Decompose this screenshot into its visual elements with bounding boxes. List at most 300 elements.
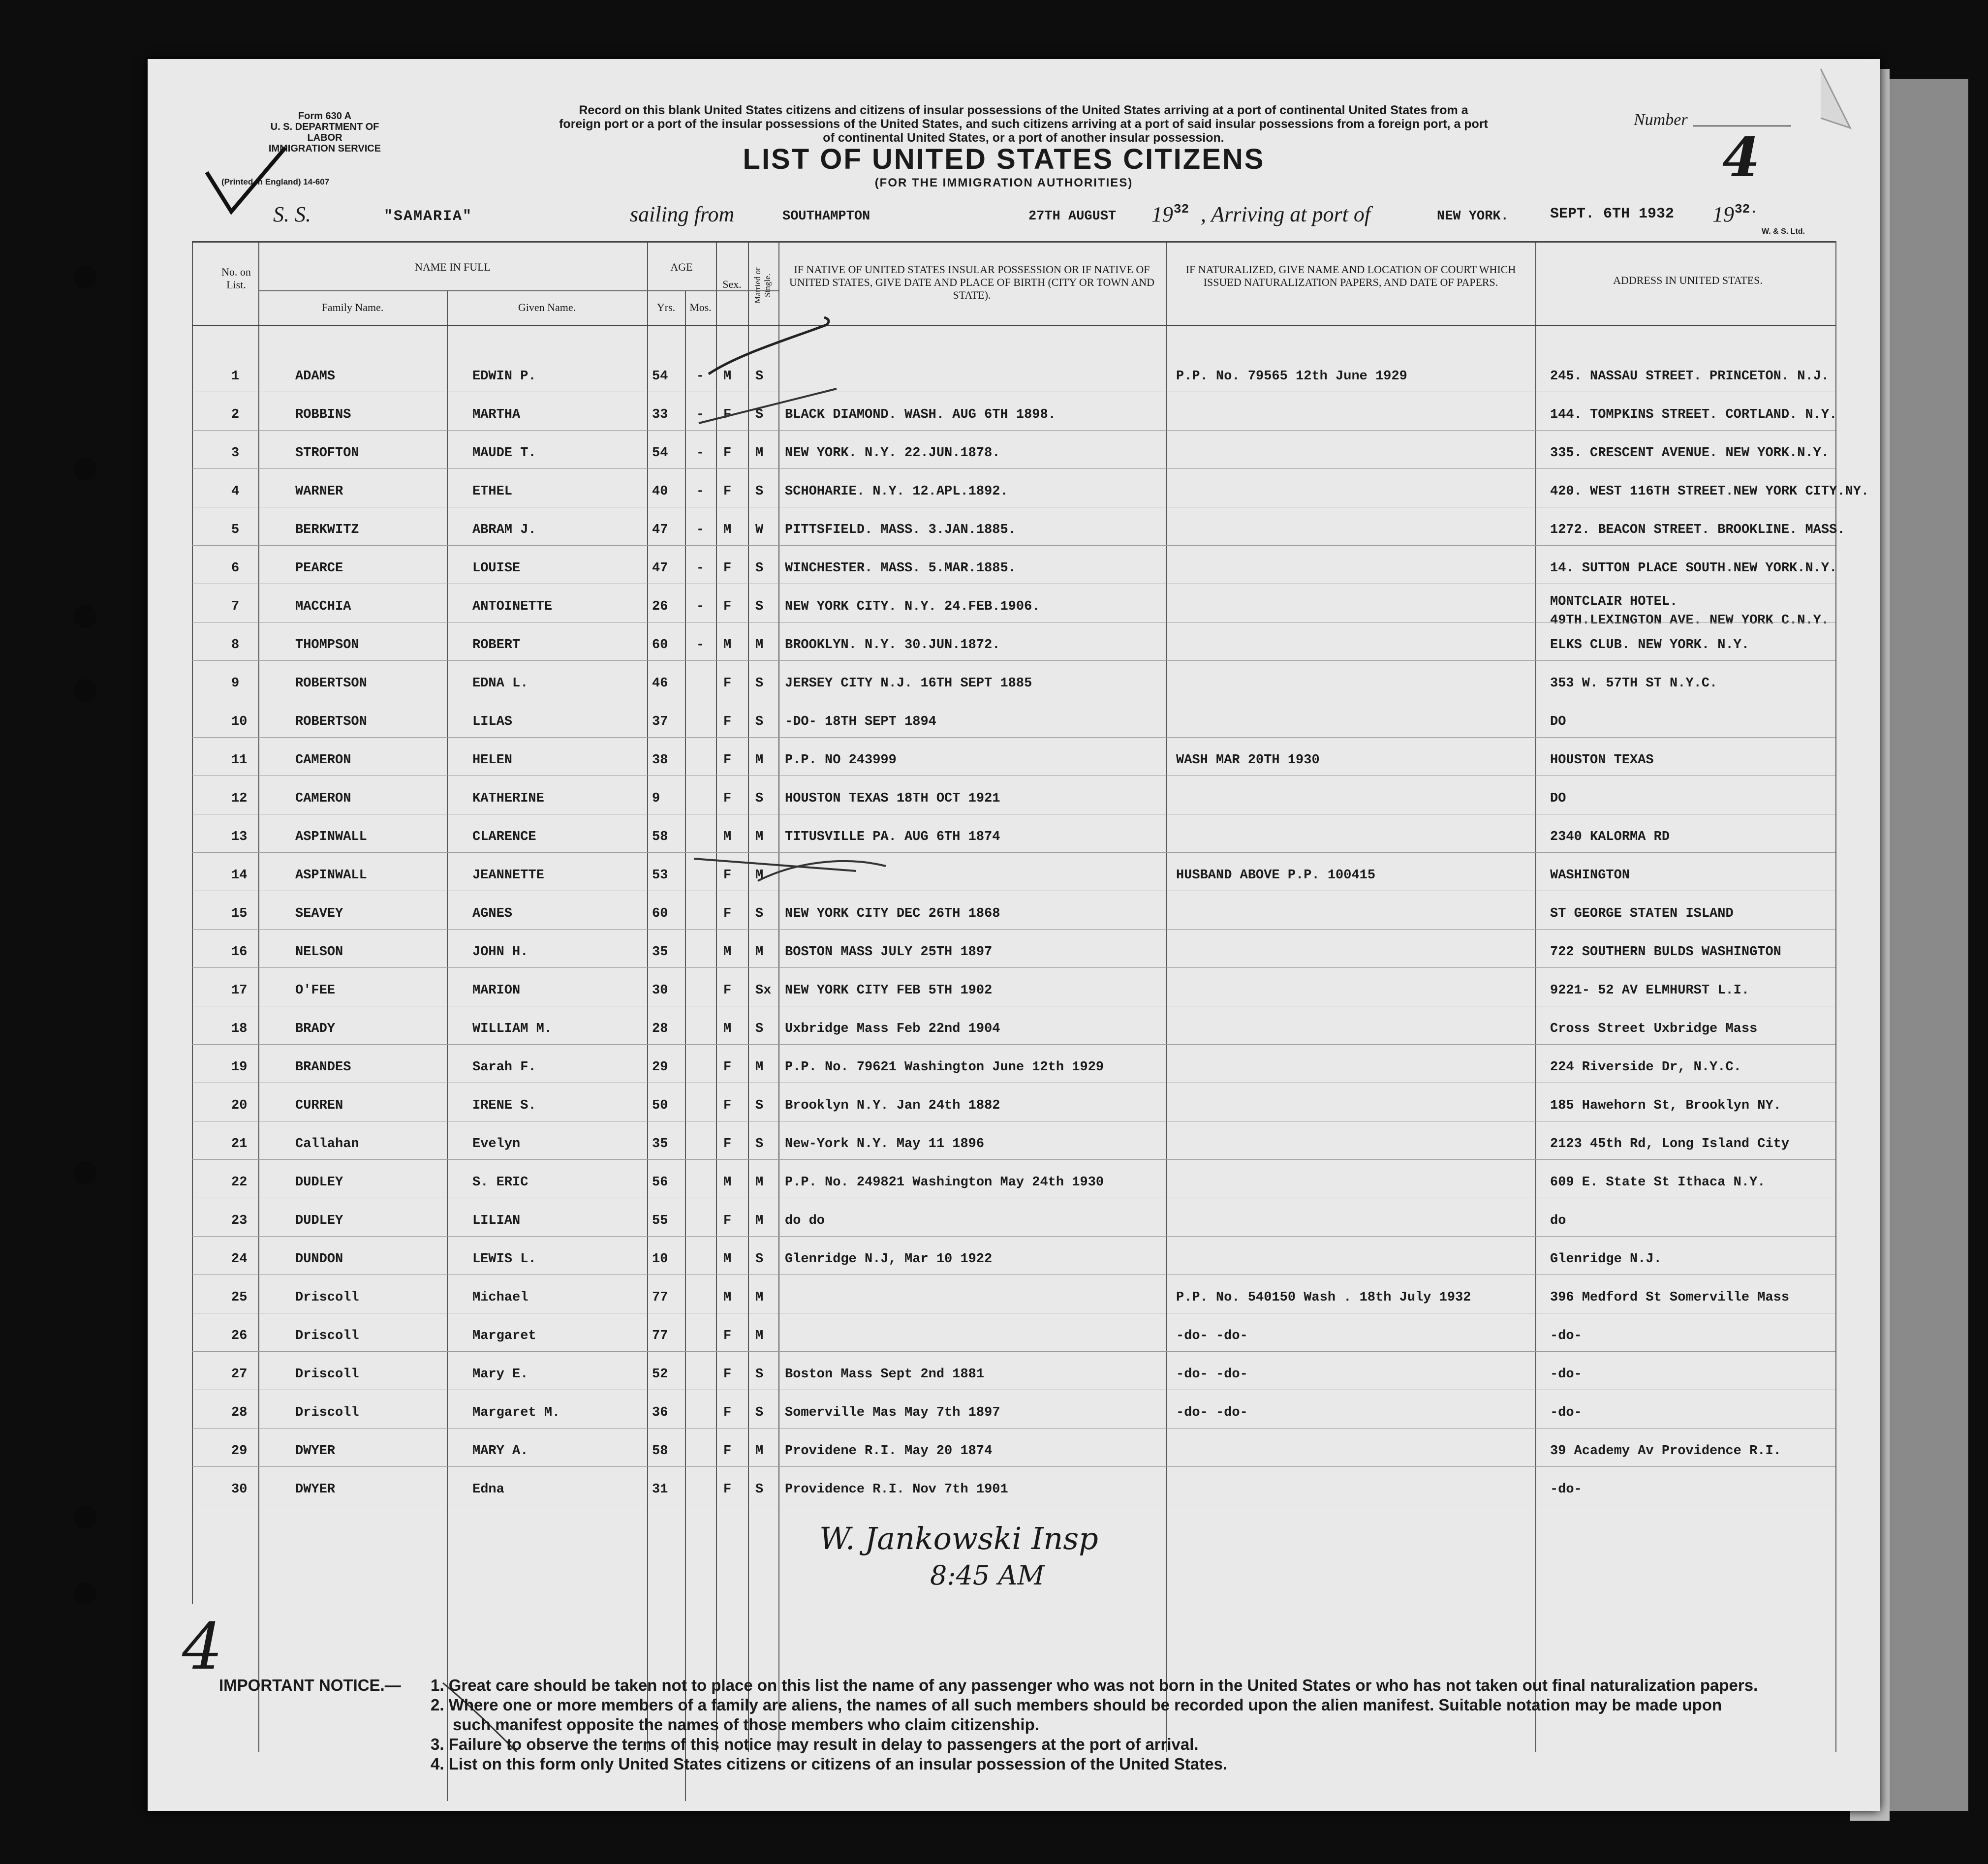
address: -do-: [1550, 1367, 1582, 1382]
family-name: STROFTON: [295, 446, 359, 461]
age-years: 60: [652, 638, 668, 652]
row-number: 27: [231, 1367, 248, 1382]
given-name: Sarah F.: [472, 1060, 536, 1075]
folded-corner-icon: [1821, 69, 1850, 128]
sex: M: [723, 523, 732, 537]
given-name: Edna: [472, 1482, 504, 1497]
address: 722 SOUTHERN BULDS WASHINGTON: [1550, 945, 1781, 960]
marital-status: S: [755, 791, 764, 806]
birth-info: BLACK DIAMOND. WASH. AUG 6TH 1898.: [785, 407, 1056, 422]
family-name: WARNER: [295, 484, 343, 499]
given-name: ANTOINETTE: [472, 599, 553, 614]
date-from: 27TH AUGUST: [1028, 209, 1117, 224]
family-name: ADAMS: [295, 369, 336, 384]
given-name: MAUDE T.: [472, 446, 536, 461]
col-header-given: Given Name.: [518, 301, 576, 313]
sailing-from-label: sailing from: [630, 202, 735, 226]
department: U. S. DEPARTMENT OF LABOR: [270, 122, 379, 143]
marital-status: S: [755, 484, 764, 499]
year-prefix-1: 19: [1151, 202, 1173, 226]
given-name: LEWIS L.: [472, 1252, 536, 1267]
address: 353 W. 57TH ST N.Y.C.: [1550, 676, 1718, 691]
address: 420. WEST 116TH STREET.NEW YORK CITY.NY.: [1550, 484, 1869, 499]
marital-status: M: [755, 1444, 764, 1459]
birth-info: WINCHESTER. MASS. 5.MAR.1885.: [785, 561, 1016, 576]
marital-status: S: [755, 906, 764, 921]
age-months: -: [696, 561, 705, 576]
given-name: HELEN: [472, 753, 513, 768]
sex: F: [723, 868, 732, 883]
row-number: 23: [231, 1213, 248, 1228]
age-months: -: [696, 369, 705, 384]
birth-info: Providence R.I. Nov 7th 1901: [785, 1482, 1008, 1497]
row-number: 29: [231, 1444, 248, 1459]
row-number: 20: [231, 1098, 248, 1113]
sex: F: [723, 1367, 732, 1382]
address: -do-: [1550, 1329, 1582, 1343]
sex: F: [723, 1213, 732, 1228]
row-number: 25: [231, 1290, 248, 1305]
notice-item: 4. List on this form only United States citizens or citizens of an insular possession of the United States.: [431, 1755, 1228, 1773]
row-number: 13: [231, 830, 248, 844]
sex: F: [723, 446, 732, 461]
given-name: ROBERT: [472, 638, 521, 652]
row-number: 30: [231, 1482, 248, 1497]
naturalization-info: -do- -do-: [1176, 1329, 1248, 1343]
age-years: 46: [652, 676, 668, 691]
given-name: MARY A.: [472, 1444, 528, 1459]
family-name: ASPINWALL: [295, 830, 367, 844]
row-number: 17: [231, 983, 248, 998]
sex: F: [723, 676, 732, 691]
marital-status: S: [755, 1405, 764, 1420]
col-header-naturalized: IF NATURALIZED, GIVE NAME AND LOCATION OF COURT WHICH ISSUED NATURALIZATION PAPERS, AND DATE OF PAPERS.: [1185, 263, 1516, 288]
page-mark: 4: [182, 1609, 223, 1684]
row-number: 26: [231, 1329, 248, 1343]
sex: F: [723, 484, 732, 499]
age-months: -: [696, 407, 705, 422]
birth-info: TITUSVILLE PA. AUG 6TH 1874: [785, 830, 1000, 844]
address: ELKS CLUB. NEW YORK. N.Y.: [1550, 638, 1750, 652]
marital-status: M: [755, 638, 764, 652]
given-name: CLARENCE: [472, 830, 536, 844]
given-name: MARION: [472, 983, 521, 998]
sex: F: [723, 1405, 732, 1420]
birth-info: do do: [785, 1213, 825, 1228]
family-name: Driscoll: [295, 1329, 359, 1343]
given-name: Margaret: [472, 1329, 536, 1343]
age-years: 30: [652, 983, 668, 998]
sex: F: [723, 1137, 732, 1151]
address: WASHINGTON: [1550, 868, 1630, 883]
address: 185 Hawehorn St, Brooklyn NY.: [1550, 1098, 1781, 1113]
ship-name: "SAMARIA": [384, 208, 473, 225]
address: 335. CRESCENT AVENUE. NEW YORK.N.Y.: [1550, 446, 1830, 461]
marital-status: S: [755, 599, 764, 614]
given-name: EDNA L.: [472, 676, 528, 691]
tick-stroke-icon: [699, 389, 837, 423]
family-name: DUNDON: [295, 1252, 343, 1267]
age-years: 29: [652, 1060, 668, 1075]
family-name: Driscoll: [295, 1405, 359, 1420]
birth-info: HOUSTON TEXAS 18TH OCT 1921: [785, 791, 1000, 806]
row-number: 21: [231, 1137, 248, 1151]
address: Glenridge N.J.: [1550, 1252, 1662, 1267]
inspector-signature: W. Jankowski Insp: [819, 1521, 1098, 1556]
address: 2123 45th Rd, Long Island City: [1550, 1137, 1790, 1151]
given-name: Michael: [472, 1290, 528, 1305]
given-name: S. ERIC: [472, 1175, 528, 1190]
age-years: 35: [652, 1137, 668, 1151]
sex: M: [723, 1175, 732, 1190]
age-years: 38: [652, 753, 668, 768]
birth-info: NEW YORK. N.Y. 22.JUN.1878.: [785, 446, 1000, 461]
given-name: MARTHA: [472, 407, 521, 422]
row-number: 22: [231, 1175, 248, 1190]
birth-info: NEW YORK CITY. N.Y. 24.FEB.1906.: [785, 599, 1040, 614]
given-name: KATHERINE: [472, 791, 544, 806]
birth-info: BOSTON MASS JULY 25TH 1897: [785, 945, 993, 960]
family-name: BERKWITZ: [295, 523, 359, 537]
sex: F: [723, 906, 732, 921]
row-number: 15: [231, 906, 248, 921]
age-years: 58: [652, 830, 668, 844]
marital-status: S: [755, 369, 764, 384]
marital-status: M: [755, 830, 764, 844]
arriving-label: , Arriving at port of: [1201, 202, 1371, 226]
age-years: 58: [652, 1444, 668, 1459]
sex: F: [723, 753, 732, 768]
age-years: 53: [652, 868, 668, 883]
sex: M: [723, 945, 732, 960]
birth-info: JERSEY CITY N.J. 16TH SEPT 1885: [785, 676, 1032, 691]
sex: M: [723, 1022, 732, 1036]
family-name: PEARCE: [295, 561, 343, 576]
birth-info: NEW YORK CITY DEC 26TH 1868: [785, 906, 1000, 921]
naturalization-info: -do- -do-: [1176, 1405, 1248, 1420]
given-name: WILLIAM M.: [472, 1022, 553, 1036]
sex: F: [723, 407, 732, 422]
record-note-line: foreign port or a port of the insular possessions of the United States, and such citizens arriving at a port of said insular possessions from a foreign port, a port: [559, 117, 1488, 131]
marital-status: M: [755, 945, 764, 960]
marital-status: M: [755, 1290, 764, 1305]
notice-item: 2. Where one or more members of a family are aliens, the names of all such members should be recorded upon the alien manifest. Suitable notation may be made upon: [431, 1696, 1722, 1714]
number-value: 4: [1722, 125, 1760, 189]
year-suffix-1: 32: [1174, 202, 1189, 217]
address: -do-: [1550, 1482, 1582, 1497]
family-name: Driscoll: [295, 1290, 359, 1305]
birth-info: BROOKLYN. N.Y. 30.JUN.1872.: [785, 638, 1000, 652]
age-years: 50: [652, 1098, 668, 1113]
sex: F: [723, 983, 732, 998]
birth-info: Glenridge N.J, Mar 10 1922: [785, 1252, 993, 1267]
birth-info: NEW YORK CITY FEB 5TH 1902: [785, 983, 993, 998]
row-number: 16: [231, 945, 248, 960]
given-name: ETHEL: [472, 484, 513, 499]
birth-info: Brooklyn N.Y. Jan 24th 1882: [785, 1098, 1000, 1113]
age-years: 26: [652, 599, 668, 614]
row-number: 9: [231, 676, 240, 691]
family-name: ROBERTSON: [295, 715, 367, 729]
age-years: 60: [652, 906, 668, 921]
marital-status: M: [755, 1060, 764, 1075]
printed-note: (Printed in England) 14-607: [221, 177, 330, 186]
printer-mark: W. & S. Ltd.: [1762, 227, 1805, 236]
birth-info: SCHOHARIE. N.Y. 12.APL.1892.: [785, 484, 1008, 499]
port-from: SOUTHAMPTON: [782, 209, 870, 224]
naturalization-info: WASH MAR 20TH 1930: [1176, 753, 1320, 768]
age-years: 28: [652, 1022, 668, 1036]
birth-info: New-York N.Y. May 11 1896: [785, 1137, 985, 1151]
address: do: [1550, 1213, 1566, 1228]
family-name: O'FEE: [295, 983, 336, 998]
notice-item: such manifest opposite the names of those members who claim citizenship.: [453, 1715, 1039, 1734]
sex: M: [723, 369, 732, 384]
tick-stroke-icon: [709, 317, 829, 374]
family-name: THOMPSON: [295, 638, 359, 652]
age-years: 77: [652, 1290, 668, 1305]
given-name: LILIAN: [472, 1213, 521, 1228]
address: Cross Street Uxbridge Mass: [1550, 1022, 1758, 1036]
marital-status: S: [755, 1367, 764, 1382]
marital-status: M: [755, 1329, 764, 1343]
family-name: CAMERON: [295, 791, 351, 806]
naturalization-info: P.P. No. 540150 Wash . 18th July 1932: [1176, 1290, 1471, 1305]
birth-info: Boston Mass Sept 2nd 1881: [785, 1367, 985, 1382]
date-to: SEPT. 6TH 1932: [1550, 206, 1675, 222]
age-years: 47: [652, 561, 668, 576]
sex: M: [723, 1290, 732, 1305]
col-header-no: No. on List.: [221, 266, 251, 291]
age-years: 10: [652, 1252, 668, 1267]
age-months: -: [696, 638, 705, 652]
inspection-time: 8:45 AM: [930, 1560, 1045, 1591]
marital-status: M: [755, 868, 764, 883]
marital-status: M: [755, 753, 764, 768]
page-subtitle: (FOR THE IMMIGRATION AUTHORITIES): [874, 176, 1133, 189]
marital-status: S: [755, 1098, 764, 1113]
address-line-2: 49TH.LEXINGTON AVE. NEW YORK C.N.Y.: [1550, 613, 1830, 628]
address: DO: [1550, 791, 1566, 806]
marital-status: S: [755, 1252, 764, 1267]
birth-info: P.P. No. 79621 Washington June 12th 1929: [785, 1060, 1104, 1075]
age-years: 9: [652, 791, 660, 806]
age-years: 47: [652, 523, 668, 537]
address: 2340 KALORMA RD: [1550, 830, 1670, 844]
marital-status: S: [755, 676, 764, 691]
year-suffix-2: 32.: [1735, 202, 1758, 217]
family-name: CAMERON: [295, 753, 351, 768]
given-name: Margaret M.: [472, 1405, 560, 1420]
sex: M: [723, 1252, 732, 1267]
family-name: SEAVEY: [295, 906, 343, 921]
family-name: BRADY: [295, 1022, 336, 1036]
sex: M: [723, 830, 732, 844]
row-number: 24: [231, 1252, 248, 1267]
age-years: 36: [652, 1405, 668, 1420]
address: 39 Academy Av Providence R.I.: [1550, 1444, 1781, 1459]
number-label: Number: [1634, 111, 1688, 129]
marital-status: S: [755, 1482, 764, 1497]
age-months: -: [696, 446, 705, 461]
age-months: -: [696, 599, 705, 614]
row-number: 2: [231, 407, 240, 422]
family-name: MACCHIA: [295, 599, 351, 614]
notice-label: IMPORTANT NOTICE.—: [219, 1676, 401, 1694]
row-number: 5: [231, 523, 240, 537]
family-name: Driscoll: [295, 1367, 359, 1382]
col-header-sex: Sex.: [722, 278, 742, 290]
age-years: 77: [652, 1329, 668, 1343]
sex: F: [723, 1329, 732, 1343]
family-name: ASPINWALL: [295, 868, 367, 883]
age-years: 40: [652, 484, 668, 499]
service: IMMIGRATION SERVICE: [268, 143, 381, 154]
marital-status: M: [755, 1175, 764, 1190]
age-years: 54: [652, 369, 668, 384]
birth-info: Uxbridge Mass Feb 22nd 1904: [785, 1022, 1000, 1036]
sex: F: [723, 1098, 732, 1113]
sex: M: [723, 638, 732, 652]
given-name: LOUISE: [472, 561, 521, 576]
row-number: 4: [231, 484, 240, 499]
age-years: 37: [652, 715, 668, 729]
address: 609 E. State St Ithaca N.Y.: [1550, 1175, 1766, 1190]
row-number: 18: [231, 1022, 248, 1036]
address: 144. TOMPKINS STREET. CORTLAND. N.Y.: [1550, 407, 1837, 422]
record-note-line: Record on this blank United States citizens and citizens of insular possessions of the United States arriving at a port of continental United States from a: [579, 103, 1468, 117]
address: 245. NASSAU STREET. PRINCETON. N.J.: [1550, 369, 1830, 384]
sex: F: [723, 1482, 732, 1497]
col-header-mos: Mos.: [689, 301, 712, 313]
address: DO: [1550, 715, 1566, 729]
sex: F: [723, 715, 732, 729]
marital-status: M: [755, 446, 764, 461]
given-name: LILAS: [472, 715, 513, 729]
ss-label: S. S.: [273, 202, 311, 226]
address: -do-: [1550, 1405, 1582, 1420]
family-name: BRANDES: [295, 1060, 351, 1075]
age-years: 35: [652, 945, 668, 960]
family-name: CURREN: [295, 1098, 343, 1113]
family-name: Callahan: [295, 1137, 359, 1151]
given-name: Mary E.: [472, 1367, 528, 1382]
age-years: 56: [652, 1175, 668, 1190]
address: MONTCLAIR HOTEL.: [1550, 594, 1678, 609]
age-months: -: [696, 484, 705, 499]
family-name: NELSON: [295, 945, 343, 960]
notice-item: 3. Failure to observe the terms of this notice may result in delay to passengers at the port of arrival.: [431, 1735, 1199, 1753]
row-number: 11: [231, 753, 248, 768]
marital-status: S: [755, 715, 764, 729]
family-name: DUDLEY: [295, 1213, 343, 1228]
notice-block: [431, 1676, 1848, 1774]
given-name: AGNES: [472, 906, 513, 921]
birth-info: PITTSFIELD. MASS. 3.JAN.1885.: [785, 523, 1016, 537]
marital-status: S: [755, 1022, 764, 1036]
check-mark-icon: [207, 148, 285, 212]
col-header-married: Married or Single.: [753, 267, 772, 304]
given-name: EDWIN P.: [472, 369, 536, 384]
row-number: 19: [231, 1060, 248, 1075]
family-name: ROBBINS: [295, 407, 351, 422]
age-years: 55: [652, 1213, 668, 1228]
birth-info: Providene R.I. May 20 1874: [785, 1444, 993, 1459]
marital-status: S: [755, 407, 764, 422]
marital-status: S: [755, 1137, 764, 1151]
birth-info: P.P. NO 243999: [785, 753, 897, 768]
address: 1272. BEACON STREET. BROOKLINE. MASS.: [1550, 523, 1845, 537]
sex: F: [723, 561, 732, 576]
year-prefix-2: 19: [1712, 202, 1734, 226]
row-number: 1: [231, 369, 240, 384]
row-number: 8: [231, 638, 240, 652]
row-number: 28: [231, 1405, 248, 1420]
marital-status: S: [755, 561, 764, 576]
age-years: 54: [652, 446, 668, 461]
page-title: LIST OF UNITED STATES CITIZENS: [743, 143, 1265, 175]
row-number: 3: [231, 446, 240, 461]
sex: F: [723, 791, 732, 806]
row-number: 14: [231, 868, 248, 883]
notice-item: 1. Great care should be taken not to place on this list the name of any passenger who was not born in the United States or who has not taken out final naturalization papers.: [431, 1676, 1758, 1694]
given-name: Evelyn: [472, 1137, 521, 1151]
age-years: 52: [652, 1367, 668, 1382]
given-name: IRENE S.: [472, 1098, 536, 1113]
marital-status: W: [755, 523, 764, 537]
age-years: 33: [652, 407, 668, 422]
marital-status: Sx: [755, 983, 772, 998]
birth-info: Somerville Mas May 7th 1897: [785, 1405, 1000, 1420]
port-to: NEW YORK.: [1437, 209, 1509, 224]
sex: F: [723, 1060, 732, 1075]
age-months: -: [696, 523, 705, 537]
family-name: DUDLEY: [295, 1175, 343, 1190]
col-header-name: NAME IN FULL: [415, 261, 491, 273]
address: ST GEORGE STATEN ISLAND: [1550, 906, 1734, 921]
address: 224 Riverside Dr, N.Y.C.: [1550, 1060, 1741, 1075]
given-name: JEANNETTE: [472, 868, 544, 883]
row-number: 6: [231, 561, 240, 576]
age-years: 31: [652, 1482, 668, 1497]
given-name: JOHN H.: [472, 945, 528, 960]
address: 396 Medford St Somerville Mass: [1550, 1290, 1790, 1305]
family-name: DWYER: [295, 1444, 336, 1459]
naturalization-info: HUSBAND ABOVE P.P. 100415: [1176, 868, 1376, 883]
row-number: 12: [231, 791, 248, 806]
birth-info: -DO- 18TH SEPT 1894: [785, 715, 936, 729]
address: 9221- 52 AV ELMHURST L.I.: [1550, 983, 1750, 998]
birth-info: P.P. No. 249821 Washington May 24th 1930: [785, 1175, 1104, 1190]
sex: F: [723, 599, 732, 614]
given-name: ABRAM J.: [472, 523, 536, 537]
marital-status: M: [755, 1213, 764, 1228]
record-note-line: of continental United States, or a port of another insular possession.: [823, 131, 1224, 145]
sex: F: [723, 1444, 732, 1459]
col-header-age: AGE: [670, 261, 693, 273]
naturalization-info: -do- -do-: [1176, 1367, 1248, 1382]
col-header-address: ADDRESS IN UNITED STATES.: [1613, 274, 1763, 286]
family-name: ROBERTSON: [295, 676, 367, 691]
address: HOUSTON TEXAS: [1550, 753, 1654, 768]
row-number: 10: [231, 715, 248, 729]
col-header-native: IF NATIVE OF UNITED STATES INSULAR POSSESSION OR IF NATIVE OF UNITED STATES, GIVE DATE AND PLACE OF BIRTH (CITY OR TOWN AND STATE).: [789, 263, 1155, 301]
col-header-family: Family Name.: [321, 301, 384, 313]
naturalization-info: P.P. No. 79565 12th June 1929: [1176, 369, 1407, 384]
address: 14. SUTTON PLACE SOUTH.NEW YORK.N.Y.: [1550, 561, 1837, 576]
family-name: DWYER: [295, 1482, 336, 1497]
form-number: Form 630 A: [298, 111, 352, 122]
